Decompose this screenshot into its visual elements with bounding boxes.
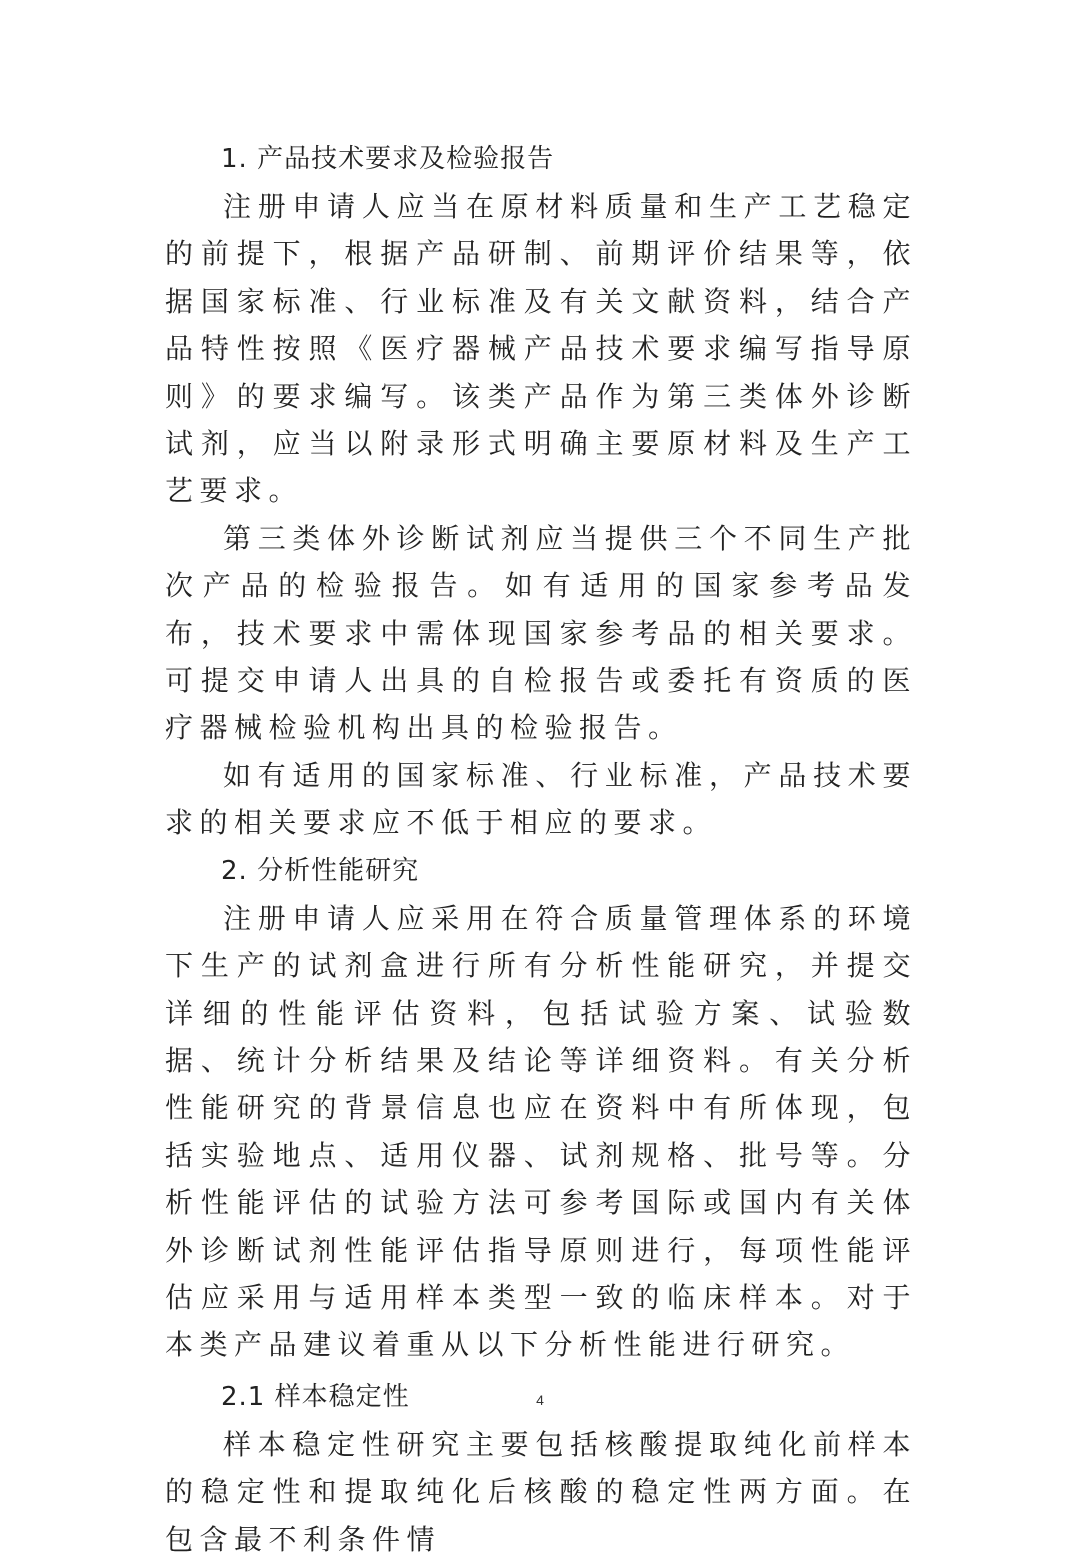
paragraph-1-3: 如有适用的国家标准、行业标准，产品技术要求的相关要求应不低于相应的要求。 — [165, 758, 917, 840]
section-heading-2-1: 2.1 样本稳定性 — [221, 1381, 410, 1412]
page-number: 4 — [536, 1392, 544, 1408]
paragraph-1-1: 注册申请人应当在原材料质量和生产工艺稳定的前提下，根据产品研制、前期评价结果等，依据国家标准、行业标准及有关文献资料，结合产品特性按照《医疗器械产品技术要求编写指导原则》的要求编写。该类产品作为第三类体外诊断试剂，应当以附录形式明确主要原材料及生产工艺要求。 — [165, 190, 917, 508]
section-heading-2: 2. 分析性能研究 — [221, 855, 420, 886]
paragraph-2-1-1: 样本稳定性研究主要包括核酸提取纯化前样本的稳定性和提取纯化后核酸的稳定性两方面。在包含最不利条件情 — [165, 1427, 917, 1556]
paragraph-1-2: 第三类体外诊断试剂应当提供三个不同生产批次产品的检验报告。如有适用的国家参考品发布，技术要求中需体现国家参考品的相关要求。可提交申请人出具的自检报告或委托有资质的医疗器械检验机构出具的检验报告。 — [165, 521, 917, 745]
paragraph-2-1: 注册申请人应采用在符合质量管理体系的环境下生产的试剂盒进行所有分析性能研究，并提交详细的性能评估资料，包括试验方案、试验数据、统计分析结果及结论等详细资料。有关分析性能研究的背景信息也应在资料中有所体现，包括实验地点、适用仪器、试剂规格、批号等。分析性能评估的试验方法可参考国际或国内有关体外诊断试剂性能评估指导原则进行，每项性能评估应采用与适用样本类型一致的临床样本。对于本类产品建议着重从以下分析性能进行研究。 — [165, 901, 917, 1362]
section-heading-1: 1. 产品技术要求及检验报告 — [221, 144, 555, 174]
page-body — [165, 135, 917, 1563]
